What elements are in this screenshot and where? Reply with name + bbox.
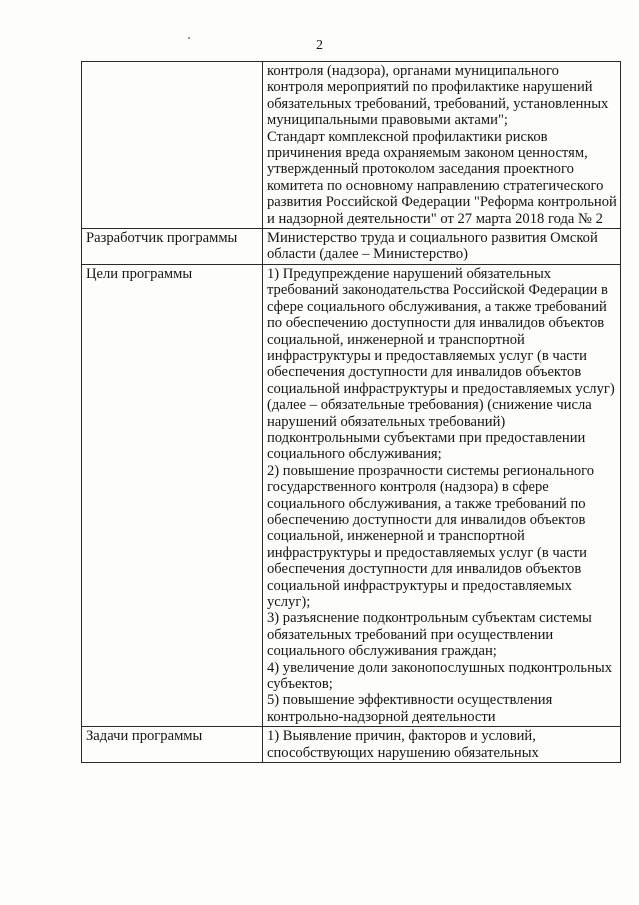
table-row — [82, 62, 621, 229]
row-content — [263, 727, 621, 763]
content-paragraph: 4) увеличение доли законопослушных подконтрольных субъектов; — [267, 659, 613, 693]
content-paragraph: 2) повышение прозрачности системы регионального государственного контроля (надзора) в сфере социального обслуживания, а также требований по обеспечению доступности для инвалидов объектов социальной, инженерной и транспортной инфраструктуры и предоставляемых услуг (в части обеспечения доступности для инвалидов объектов социальной инфраструктуры и предоставляемых услуг); — [267, 462, 595, 610]
row-content — [263, 264, 621, 726]
page-number: 2 — [316, 38, 323, 53]
row-label-goals: Цели программы — [82, 264, 263, 726]
table-row — [82, 727, 621, 763]
table-row — [82, 229, 621, 265]
row-label-tasks: Задачи программы — [82, 727, 263, 763]
content-paragraph: контроля (надзора), органами муниципального контроля мероприятий по профилактике нарушений обязательных требований, требований, установленных муниципальными правовыми актами"; — [267, 63, 609, 129]
row-label — [82, 62, 263, 229]
content-paragraph: 1) Выявление причин, факторов и условий, способствующих нарушению обязательных — [267, 728, 539, 761]
program-passport-table — [81, 61, 621, 763]
content-paragraph: 5) повышение эффективности осуществления контрольно-надзорной деятельности — [267, 692, 553, 725]
content-paragraph: Стандарт комплексной профилактики рисков причинения вреда охраняемым законом ценностям, утвержденный протоколом заседания проектного комитета по основному направлению стратегического развития Российской Федерации "Реформа контрольной и надзорной деятельности" от 27 марта 2018 года № 2 — [267, 128, 617, 227]
content-paragraph: 1) Предупреждение нарушений обязательных требований законодательства Российской Федерации в сфере социального обслуживания, а также требований по обеспечению доступности для инвалидов объектов социальной, инженерной и транспортной инфраструктуры и предоставляемых услуг (в части обеспечения доступности для инвалидов объектов социальной инфраструктуры и предоставляемых услуг) (далее – обязательные требования) (снижение числа нарушений обязательных требований) подконтрольными субъектами при предоставлении социального обслуживания; — [267, 265, 615, 463]
row-content — [263, 62, 621, 229]
content-paragraph: Министерство труда и социального развития Омской области (далее – Министерство) — [267, 230, 598, 263]
table-row — [82, 264, 621, 726]
row-content — [263, 229, 621, 265]
row-label-developer: Разработчик программы — [82, 229, 263, 265]
content-paragraph: 3) разъяснение подконтрольным субъектам системы обязательных требований при осуществлении социального обслуживания граждан; — [267, 610, 592, 660]
